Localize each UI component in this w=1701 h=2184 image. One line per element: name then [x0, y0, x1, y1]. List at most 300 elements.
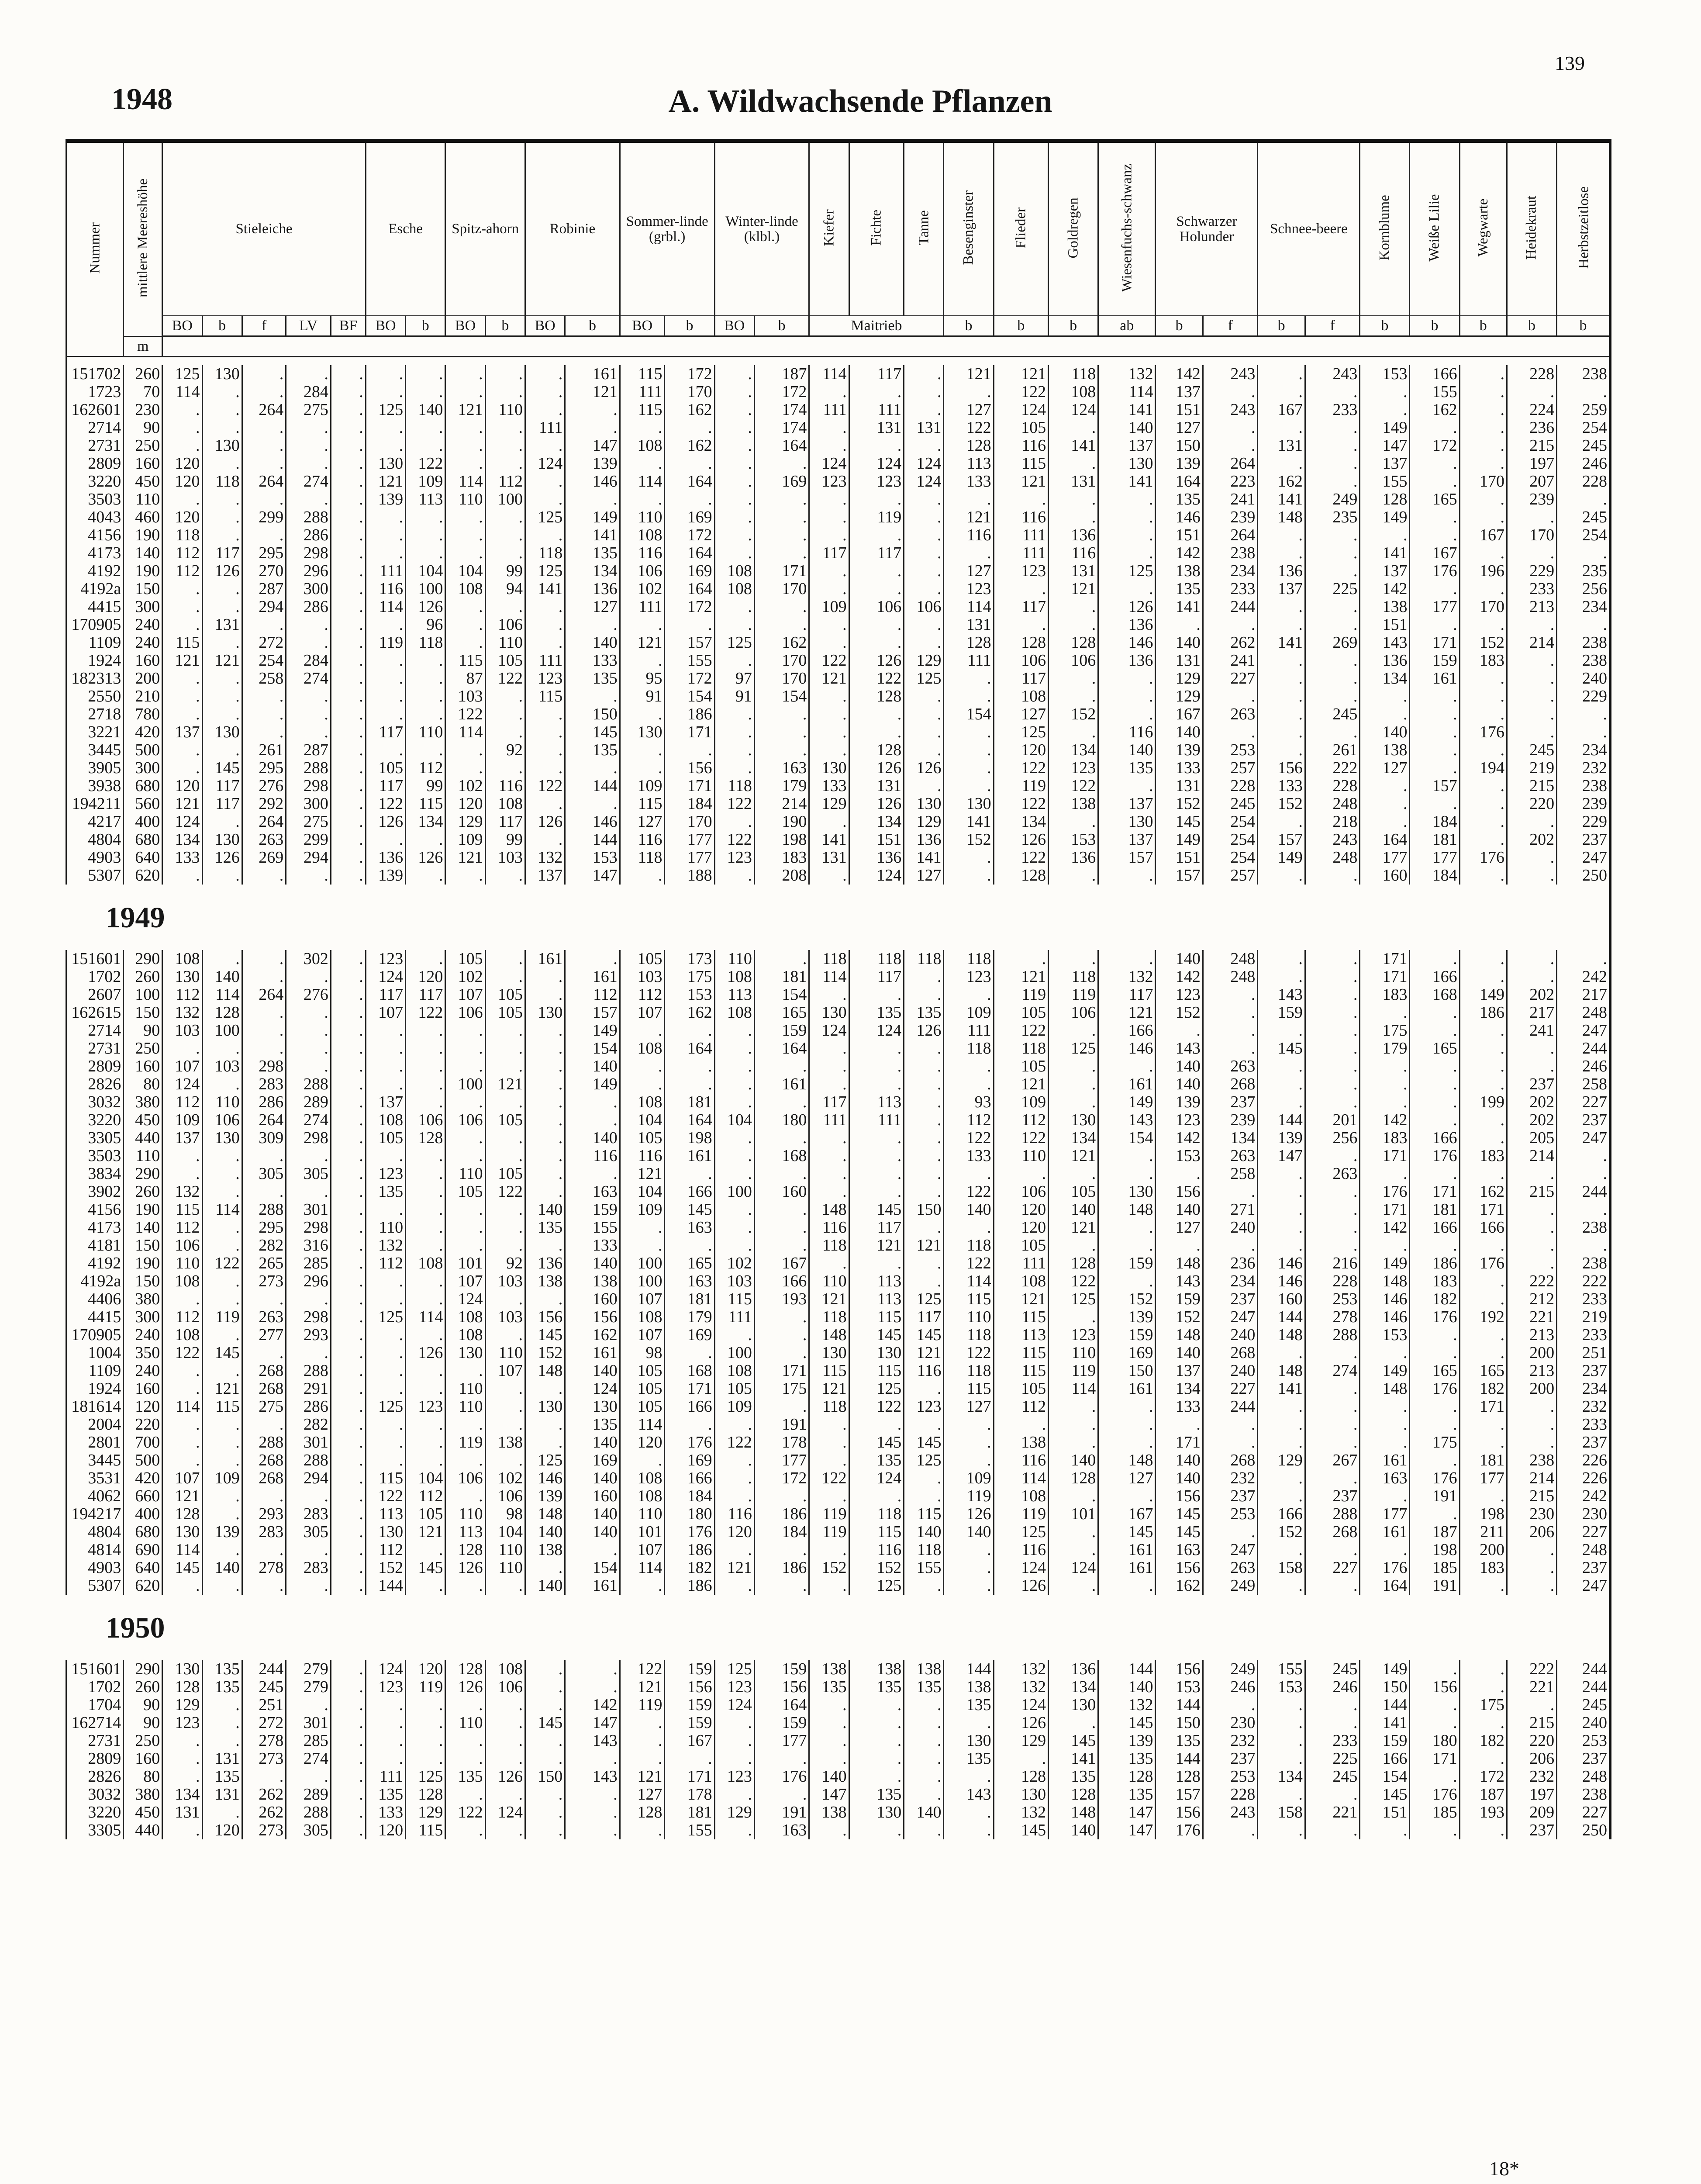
- table-cell: 187: [754, 365, 809, 383]
- table-cell: .: [1049, 950, 1098, 968]
- table-row: [66, 1434, 1611, 1451]
- table-cell: .: [286, 705, 331, 723]
- table-cell: 106: [994, 1183, 1049, 1201]
- table-cell: 135: [1156, 580, 1203, 598]
- column-header-label: Flieder: [1013, 207, 1029, 248]
- table-cell: 135: [809, 1678, 849, 1696]
- table-cell: 135: [1156, 491, 1203, 508]
- table-cell: .: [242, 1768, 286, 1786]
- table-cell: .: [1459, 401, 1507, 419]
- table-cell: 129: [1156, 670, 1203, 688]
- table-cell: .: [286, 1290, 331, 1308]
- table-cell: 239: [1507, 491, 1556, 508]
- table-cell: .: [202, 1219, 242, 1237]
- table-cell: .: [485, 544, 525, 562]
- table-cell: 162: [1156, 1577, 1203, 1595]
- table-cell: 245: [1203, 795, 1258, 813]
- table-cell: 253: [1203, 1505, 1258, 1523]
- table-cell: 238: [1557, 652, 1610, 670]
- table-cell: .: [809, 813, 849, 831]
- table-cell: 130: [202, 437, 242, 455]
- table-row: [66, 1165, 1611, 1183]
- table-cell: 131: [849, 777, 904, 795]
- table-cell: 127: [1360, 759, 1410, 777]
- table-cell: 680: [124, 1523, 162, 1541]
- table-cell: 184: [754, 1523, 809, 1541]
- table-cell: 159: [754, 1660, 809, 1678]
- table-cell: .: [406, 1237, 445, 1254]
- table-cell: 290: [124, 1165, 162, 1183]
- table-cell: 156: [1156, 1183, 1203, 1201]
- table-cell: 174: [754, 419, 809, 437]
- table-cell: 2714: [66, 419, 124, 437]
- column-subheader: b: [202, 316, 242, 336]
- table-cell: 105: [1049, 1183, 1098, 1201]
- table-cell: 124: [445, 1290, 485, 1308]
- table-cell: .: [1410, 1004, 1459, 1022]
- table-cell: 122: [445, 1804, 485, 1821]
- table-row: [66, 1129, 1611, 1147]
- table-cell: .: [1049, 419, 1098, 437]
- column-header: [1459, 141, 1507, 316]
- table-cell: 121: [994, 968, 1049, 986]
- table-cell: .: [331, 1523, 366, 1541]
- table-cell: .: [714, 598, 754, 616]
- table-cell: 108: [714, 1004, 754, 1022]
- table-cell: .: [620, 1022, 665, 1040]
- table-cell: .: [904, 383, 944, 401]
- table-cell: .: [1049, 1714, 1098, 1732]
- table-cell: 126: [202, 849, 242, 867]
- table-cell: .: [406, 867, 445, 885]
- table-row: [66, 1183, 1611, 1201]
- table-cell: .: [202, 1416, 242, 1434]
- table-cell: .: [1049, 598, 1098, 616]
- table-cell: .: [1360, 1398, 1410, 1416]
- table-cell: 125: [904, 1290, 944, 1308]
- table-cell: .: [1258, 867, 1305, 885]
- table-cell: .: [754, 1165, 809, 1183]
- table-cell: 108: [485, 795, 525, 813]
- table-cell: 116: [620, 831, 665, 849]
- table-cell: 177: [1459, 1469, 1507, 1487]
- table-cell: .: [565, 1660, 620, 1678]
- table-cell: .: [904, 1487, 944, 1505]
- table-cell: 148: [1156, 1326, 1203, 1344]
- table-cell: 237: [1203, 1487, 1258, 1505]
- table-cell: .: [406, 1219, 445, 1237]
- table-cell: .: [1258, 950, 1305, 968]
- table-cell: .: [242, 1147, 286, 1165]
- table-cell: 207: [1507, 473, 1556, 491]
- table-cell: 126: [994, 831, 1049, 849]
- table-cell: 126: [406, 1344, 445, 1362]
- table-row: [66, 1821, 1611, 1839]
- table-cell: .: [754, 1344, 809, 1362]
- table-cell: 248: [1557, 1541, 1610, 1559]
- table-row: [66, 986, 1611, 1004]
- table-cell: 148: [1049, 1804, 1098, 1821]
- table-cell: .: [162, 670, 202, 688]
- table-cell: 115: [849, 1362, 904, 1380]
- table-cell: 122: [620, 1660, 665, 1678]
- table-cell: 135: [445, 1768, 485, 1786]
- table-cell: 288: [242, 1434, 286, 1451]
- table-cell: 117: [849, 544, 904, 562]
- table-cell: 100: [620, 1272, 665, 1290]
- table-cell: .: [445, 1416, 485, 1434]
- table-cell: .: [904, 1075, 944, 1093]
- table-cell: 229: [1557, 813, 1610, 831]
- table-cell: .: [849, 1057, 904, 1075]
- table-cell: 152: [849, 1559, 904, 1577]
- table-cell: 132: [366, 1237, 405, 1254]
- table-cell: 101: [1049, 1505, 1098, 1523]
- table-cell: 298: [286, 1129, 331, 1147]
- table-cell: 245: [1305, 1768, 1360, 1786]
- table-row: [66, 795, 1611, 813]
- table-cell: 261: [242, 741, 286, 759]
- table-cell: .: [331, 795, 366, 813]
- table-cell: .: [286, 1183, 331, 1201]
- table-cell: 133: [1258, 777, 1305, 795]
- table-cell: .: [714, 705, 754, 723]
- table-cell: .: [994, 1750, 1049, 1768]
- table-cell: .: [1098, 1416, 1156, 1434]
- table-cell: 236: [1507, 419, 1556, 437]
- table-row: [66, 1308, 1611, 1326]
- table-cell: .: [944, 741, 994, 759]
- table-cell: .: [445, 1219, 485, 1237]
- table-cell: .: [286, 1344, 331, 1362]
- table-cell: .: [445, 508, 485, 526]
- table-cell: 235: [1557, 562, 1610, 580]
- table-cell: 159: [754, 1022, 809, 1040]
- table-cell: .: [1258, 1434, 1305, 1451]
- table-cell: .: [565, 1804, 620, 1821]
- table-cell: .: [944, 1768, 994, 1786]
- table-cell: 176: [1459, 849, 1507, 867]
- table-cell: 115: [406, 1821, 445, 1839]
- table-cell: 139: [366, 491, 405, 508]
- table-row: [66, 544, 1611, 562]
- table-cell: 237: [1305, 1487, 1360, 1505]
- table-cell: 680: [124, 831, 162, 849]
- table-cell: 560: [124, 795, 162, 813]
- table-cell: .: [286, 867, 331, 885]
- table-cell: 133: [1156, 759, 1203, 777]
- table-cell: 90: [124, 419, 162, 437]
- table-cell: .: [1557, 544, 1610, 562]
- table-cell: 137: [1258, 580, 1305, 598]
- table-cell: 108: [620, 1487, 665, 1505]
- table-cell: 4156: [66, 1201, 124, 1219]
- table-cell: 116: [714, 1505, 754, 1523]
- table-cell: 117: [366, 986, 405, 1004]
- table-cell: .: [565, 1165, 620, 1183]
- table-cell: 121: [994, 1290, 1049, 1308]
- table-cell: .: [331, 616, 366, 634]
- table-cell: 291: [286, 1380, 331, 1398]
- table-cell: .: [366, 831, 405, 849]
- table-cell: 162615: [66, 1004, 124, 1022]
- table-cell: .: [1049, 1434, 1098, 1451]
- table-cell: 107: [620, 1326, 665, 1344]
- table-cell: .: [714, 1022, 754, 1040]
- table-cell: 150: [124, 1004, 162, 1022]
- table-cell: 130: [849, 1344, 904, 1362]
- table-cell: .: [242, 688, 286, 705]
- table-cell: 140: [525, 1523, 565, 1541]
- table-cell: .: [162, 1434, 202, 1451]
- table-cell: 163: [1156, 1541, 1203, 1559]
- table-cell: 258: [242, 670, 286, 688]
- table-cell: .: [202, 950, 242, 968]
- table-cell: 267: [1305, 1451, 1360, 1469]
- table-cell: .: [1459, 1272, 1507, 1290]
- table-cell: .: [1459, 1821, 1507, 1839]
- column-header: [124, 141, 162, 336]
- table-cell: .: [445, 1093, 485, 1111]
- table-cell: .: [849, 1165, 904, 1183]
- table-cell: .: [1507, 1237, 1556, 1254]
- table-cell: 150: [1156, 437, 1203, 455]
- table-row: [66, 1272, 1611, 1290]
- table-cell: 160: [1360, 867, 1410, 885]
- table-cell: 268: [242, 1469, 286, 1487]
- table-cell: .: [1305, 455, 1360, 473]
- table-cell: 149: [1156, 831, 1203, 849]
- table-cell: 3305: [66, 1821, 124, 1839]
- table-cell: 145: [1098, 1523, 1156, 1541]
- table-cell: 140: [1156, 723, 1203, 741]
- table-row: [66, 652, 1611, 670]
- table-cell: .: [331, 1254, 366, 1272]
- table-cell: .: [202, 1165, 242, 1183]
- table-cell: .: [944, 383, 994, 401]
- table-cell: 108: [406, 1254, 445, 1272]
- table-cell: 3445: [66, 741, 124, 759]
- table-cell: 157: [1156, 1786, 1203, 1804]
- table-cell: 181: [665, 1804, 714, 1821]
- table-cell: .: [1305, 1201, 1360, 1219]
- table-cell: 191: [1410, 1487, 1459, 1505]
- table-cell: 2731: [66, 1732, 124, 1750]
- table-cell: .: [1305, 1416, 1360, 1434]
- table-cell: 144: [1258, 1111, 1305, 1129]
- table-cell: .: [525, 598, 565, 616]
- table-cell: 129: [445, 813, 485, 831]
- table-cell: 690: [124, 1541, 162, 1559]
- table-cell: 238: [1557, 365, 1610, 383]
- table-cell: 123: [714, 1768, 754, 1786]
- table-cell: 237: [1203, 1290, 1258, 1308]
- table-cell: 108: [445, 1308, 485, 1326]
- table-cell: 140: [406, 401, 445, 419]
- table-cell: 175: [754, 1380, 809, 1398]
- table-cell: 153: [565, 849, 620, 867]
- table-cell: 400: [124, 813, 162, 831]
- table-cell: .: [714, 1487, 754, 1505]
- table-cell: 237: [1557, 1362, 1610, 1380]
- table-cell: .: [331, 950, 366, 968]
- table-cell: .: [1098, 526, 1156, 544]
- table-cell: .: [1049, 1165, 1098, 1183]
- table-cell: .: [1305, 1696, 1360, 1714]
- table-cell: 131: [162, 1804, 202, 1821]
- year-heading-1950: 1950: [66, 1595, 1611, 1660]
- table-cell: .: [1049, 1057, 1098, 1075]
- table-cell: 120: [162, 508, 202, 526]
- table-cell: 124: [1049, 1559, 1098, 1577]
- table-cell: .: [331, 1004, 366, 1022]
- table-cell: 131: [202, 1786, 242, 1804]
- table-cell: 166: [1410, 968, 1459, 986]
- table-cell: 141: [1049, 1750, 1098, 1768]
- table-cell: .: [525, 1075, 565, 1093]
- table-cell: .: [1258, 1696, 1305, 1714]
- table-cell: 130: [809, 1344, 849, 1362]
- table-cell: 118: [944, 1237, 994, 1254]
- table-cell: .: [1049, 1541, 1098, 1559]
- table-cell: 103: [202, 1057, 242, 1075]
- table-cell: .: [944, 670, 994, 688]
- table-cell: 260: [124, 1678, 162, 1696]
- table-cell: 290: [124, 950, 162, 968]
- table-cell: 191: [754, 1416, 809, 1434]
- table-cell: 190: [124, 1201, 162, 1219]
- table-cell: 215: [1507, 777, 1556, 795]
- table-cell: .: [1410, 1398, 1459, 1416]
- table-cell: .: [849, 562, 904, 580]
- table-cell: 117: [202, 795, 242, 813]
- table-cell: 124: [525, 455, 565, 473]
- table-cell: 124: [849, 1469, 904, 1487]
- column-subheader: LV: [286, 316, 331, 336]
- table-cell: 128: [406, 1786, 445, 1804]
- table-cell: 1109: [66, 1362, 124, 1380]
- table-cell: 100: [202, 1022, 242, 1040]
- table-cell: 105: [485, 1165, 525, 1183]
- table-row: [66, 1660, 1611, 1678]
- table-cell: .: [1305, 1469, 1360, 1487]
- table-cell: 117: [849, 365, 904, 383]
- table-cell: .: [904, 1093, 944, 1111]
- table-row: [66, 1111, 1611, 1129]
- table-cell: 244: [1203, 598, 1258, 616]
- table-cell: .: [162, 1732, 202, 1750]
- table-cell: 118: [994, 1040, 1049, 1057]
- table-cell: 145: [202, 1344, 242, 1362]
- table-cell: 108: [620, 437, 665, 455]
- table-cell: 100: [714, 1344, 754, 1362]
- table-cell: 237: [1203, 1093, 1258, 1111]
- table-cell: 135: [849, 1678, 904, 1696]
- table-cell: 164: [1156, 473, 1203, 491]
- table-cell: 160: [124, 1380, 162, 1398]
- table-cell: 123: [944, 968, 994, 986]
- table-cell: 288: [286, 1075, 331, 1093]
- table-cell: .: [331, 580, 366, 598]
- table-row: [66, 1577, 1611, 1595]
- table-cell: 127: [620, 1786, 665, 1804]
- table-cell: 159: [665, 1696, 714, 1714]
- table-cell: .: [366, 1362, 405, 1380]
- table-cell: .: [1258, 544, 1305, 562]
- table-cell: 240: [124, 1326, 162, 1344]
- table-cell: .: [665, 1237, 714, 1254]
- table-cell: .: [1507, 544, 1556, 562]
- table-cell: .: [1098, 670, 1156, 688]
- table-cell: 109: [162, 1111, 202, 1129]
- column-header-label: Fichte: [868, 209, 884, 246]
- table-cell: 124: [485, 1804, 525, 1821]
- table-cell: 172: [665, 526, 714, 544]
- table-cell: .: [1098, 1165, 1156, 1183]
- table-cell: 249: [1305, 491, 1360, 508]
- table-cell: .: [331, 741, 366, 759]
- table-cell: .: [525, 383, 565, 401]
- table-cell: .: [714, 759, 754, 777]
- table-cell: 208: [754, 867, 809, 885]
- table-cell: 4192a: [66, 1272, 124, 1290]
- table-cell: .: [202, 1487, 242, 1505]
- table-row: [66, 670, 1611, 688]
- table-cell: 230: [124, 401, 162, 419]
- table-cell: 110: [445, 1398, 485, 1416]
- table-cell: .: [665, 1022, 714, 1040]
- table-cell: .: [445, 634, 485, 652]
- table-cell: .: [162, 1040, 202, 1057]
- table-cell: 141: [1258, 1380, 1305, 1398]
- table-cell: 161: [1098, 1075, 1156, 1093]
- column-header-label: mittlere Meereshöhe: [135, 178, 151, 297]
- table-cell: .: [202, 1541, 242, 1559]
- table-cell: .: [445, 1577, 485, 1595]
- table-cell: 170: [1507, 526, 1556, 544]
- table-cell: 119: [202, 1308, 242, 1326]
- table-cell: 156: [525, 1308, 565, 1326]
- table-cell: 102: [445, 968, 485, 986]
- table-cell: .: [1557, 723, 1610, 741]
- table-cell: 140: [1049, 1821, 1098, 1839]
- table-cell: .: [1360, 777, 1410, 795]
- table-cell: 126: [994, 1577, 1049, 1595]
- table-cell: .: [331, 1326, 366, 1344]
- table-cell: 115: [849, 1523, 904, 1541]
- table-cell: 246: [1305, 1678, 1360, 1696]
- table-cell: 106: [445, 1111, 485, 1129]
- table-cell: 115: [620, 365, 665, 383]
- table-cell: 141: [1049, 437, 1098, 455]
- table-cell: 175: [665, 968, 714, 986]
- table-cell: 101: [445, 1254, 485, 1272]
- table-cell: 133: [809, 777, 849, 795]
- table-cell: 140: [1156, 950, 1203, 968]
- table-cell: 198: [665, 1129, 714, 1147]
- table-cell: 110: [485, 634, 525, 652]
- table-cell: .: [714, 1541, 754, 1559]
- table-cell: 239: [1557, 795, 1610, 813]
- table-cell: 176: [665, 1523, 714, 1541]
- table-cell: 260: [124, 365, 162, 383]
- table-cell: 162: [1459, 1183, 1507, 1201]
- table-cell: 108: [162, 1326, 202, 1344]
- table-cell: 111: [620, 383, 665, 401]
- table-cell: 248: [1203, 950, 1258, 968]
- table-cell: .: [809, 491, 849, 508]
- table-cell: 174: [754, 401, 809, 419]
